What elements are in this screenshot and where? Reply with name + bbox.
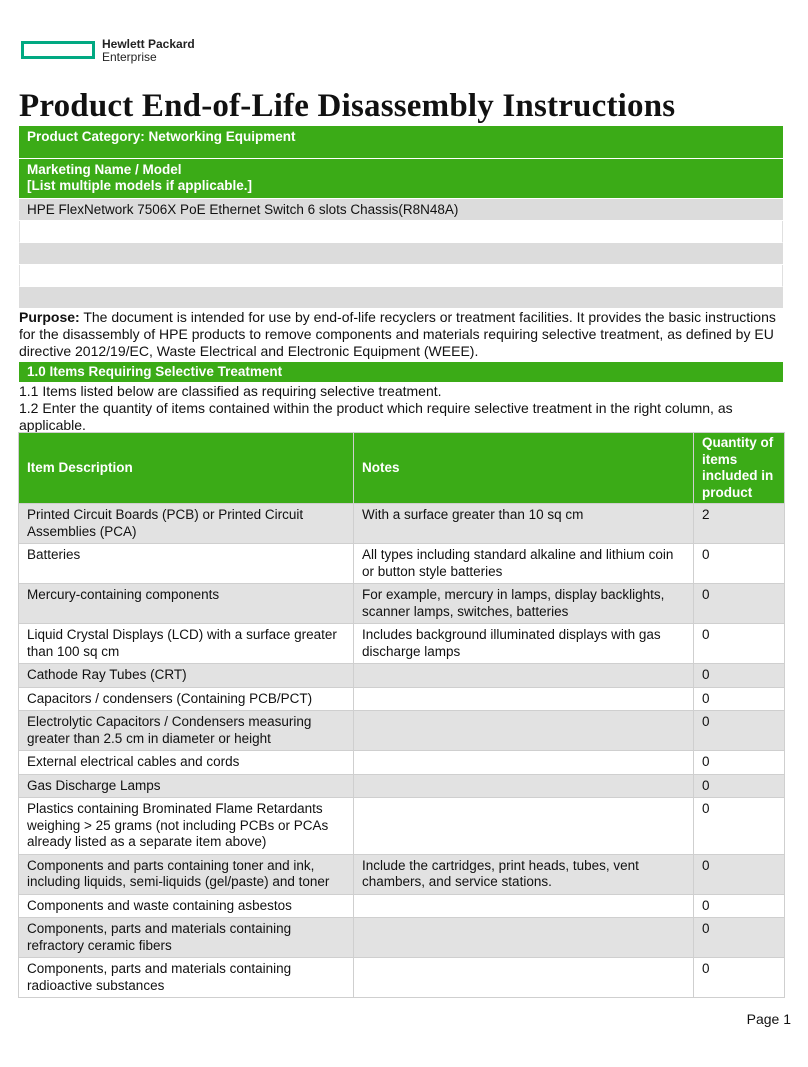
cell-item-description: Components, parts and materials containing radioactive substances: [19, 958, 354, 998]
cell-quantity: 0: [694, 584, 785, 624]
purpose-paragraph: [19, 309, 789, 360]
cell-notes: [354, 774, 694, 798]
table-row: [19, 544, 785, 584]
cell-quantity: 0: [694, 711, 785, 751]
selective-treatment-table: [18, 432, 785, 998]
cell-item-description: External electrical cables and cords: [19, 751, 354, 775]
cell-item-description: Plastics containing Brominated Flame Retardants weighing > 25 grams (not including PCBs or PCAs already listed as a separate item above): [19, 798, 354, 855]
cell-item-description: Capacitors / condensers (Containing PCB/PCT): [19, 687, 354, 711]
model-row: [19, 287, 783, 309]
section-heading: 1.0 Items Requiring Selective Treatment: [19, 362, 783, 382]
cell-quantity: 0: [694, 774, 785, 798]
cell-item-description: Mercury-containing components: [19, 584, 354, 624]
table-row: [19, 584, 785, 624]
cell-item-description: Components and waste containing asbestos: [19, 894, 354, 918]
hpe-logo-text: [102, 38, 195, 64]
model-row: HPE FlexNetwork 7506X PoE Ethernet Switch 6 slots Chassis(R8N48A): [19, 199, 783, 221]
cell-item-description: Gas Discharge Lamps: [19, 774, 354, 798]
marketing-name-hint: [List multiple models if applicable.]: [27, 178, 253, 193]
model-row: [19, 265, 783, 287]
marketing-name-header: [19, 159, 783, 199]
cell-item-description: Components and parts containing toner and ink, including liquids, semi-liquids (gel/paste) and toner: [19, 854, 354, 894]
cell-item-description: Batteries: [19, 544, 354, 584]
cell-item-description: Printed Circuit Boards (PCB) or Printed Circuit Assemblies (PCA): [19, 504, 354, 544]
table-row: [19, 894, 785, 918]
cell-notes: Includes background illuminated displays with gas discharge lamps: [354, 624, 694, 664]
cell-item-description: Cathode Ray Tubes (CRT): [19, 664, 354, 688]
table-row: [19, 711, 785, 751]
column-header-notes: Notes: [354, 433, 694, 504]
cell-notes: Include the cartridges, print heads, tubes, vent chambers, and service stations.: [354, 854, 694, 894]
cell-quantity: 0: [694, 751, 785, 775]
table-row: [19, 958, 785, 998]
cell-quantity: 0: [694, 664, 785, 688]
table-body: [19, 504, 785, 998]
document-title: Product End-of-Life Disassembly Instructions: [19, 88, 676, 124]
table-row: [19, 918, 785, 958]
cell-notes: [354, 918, 694, 958]
cell-quantity: 0: [694, 958, 785, 998]
cell-quantity: 0: [694, 918, 785, 958]
cell-quantity: 0: [694, 854, 785, 894]
column-header-quantity: Quantity of items included in product: [694, 433, 785, 504]
table-row: [19, 664, 785, 688]
cell-notes: All types including standard alkaline and lithium coin or button style batteries: [354, 544, 694, 584]
table-row: [19, 774, 785, 798]
cell-notes: [354, 711, 694, 751]
page-number: Page 1: [746, 1011, 791, 1027]
intro-line-1: 1.1 Items listed below are classified as requiring selective treatment.: [19, 383, 442, 399]
hpe-logo-mark: [21, 41, 95, 59]
product-category: Product Category: Networking Equipment: [19, 126, 783, 159]
brand-line-1: Hewlett Packard: [102, 37, 195, 51]
cell-quantity: 0: [694, 624, 785, 664]
cell-notes: [354, 751, 694, 775]
cell-notes: [354, 687, 694, 711]
cell-item-description: Electrolytic Capacitors / Condensers measuring greater than 2.5 cm in diameter or height: [19, 711, 354, 751]
cell-quantity: 0: [694, 544, 785, 584]
section-intro: [19, 383, 789, 434]
cell-quantity: 0: [694, 687, 785, 711]
cell-notes: [354, 798, 694, 855]
cell-quantity: 2: [694, 504, 785, 544]
purpose-label: Purpose:: [19, 309, 80, 325]
model-row: [19, 221, 783, 243]
marketing-name-label: Marketing Name / Model: [27, 162, 182, 177]
cell-notes: With a surface greater than 10 sq cm: [354, 504, 694, 544]
table-row: [19, 624, 785, 664]
cell-notes: [354, 664, 694, 688]
product-header-table: [19, 126, 783, 309]
intro-line-2: 1.2 Enter the quantity of items contained within the product which require selective treatment in the right column, as applicable.: [19, 400, 733, 433]
cell-item-description: Liquid Crystal Displays (LCD) with a surface greater than 100 sq cm: [19, 624, 354, 664]
purpose-text: The document is intended for use by end-of-life recyclers or treatment facilities. It provides the basic instructions for the disassembly of HPE products to remove components and materials requiring selective treatment, as defined by EU directive 2012/19/EC, Waste Electrical and Electronic Equipment (WEEE).: [19, 309, 776, 359]
table-header-row: [19, 433, 785, 504]
table-row: [19, 687, 785, 711]
cell-item-description: Components, parts and materials containing refractory ceramic fibers: [19, 918, 354, 958]
table-row: [19, 751, 785, 775]
cell-notes: For example, mercury in lamps, display backlights, scanner lamps, switches, batteries: [354, 584, 694, 624]
table-row: [19, 504, 785, 544]
cell-notes: [354, 894, 694, 918]
cell-quantity: 0: [694, 798, 785, 855]
brand-line-2: Enterprise: [102, 50, 157, 64]
model-row: [19, 243, 783, 265]
table-row: [19, 854, 785, 894]
cell-notes: [354, 958, 694, 998]
table-row: [19, 798, 785, 855]
cell-quantity: 0: [694, 894, 785, 918]
column-header-item: Item Description: [19, 433, 354, 504]
